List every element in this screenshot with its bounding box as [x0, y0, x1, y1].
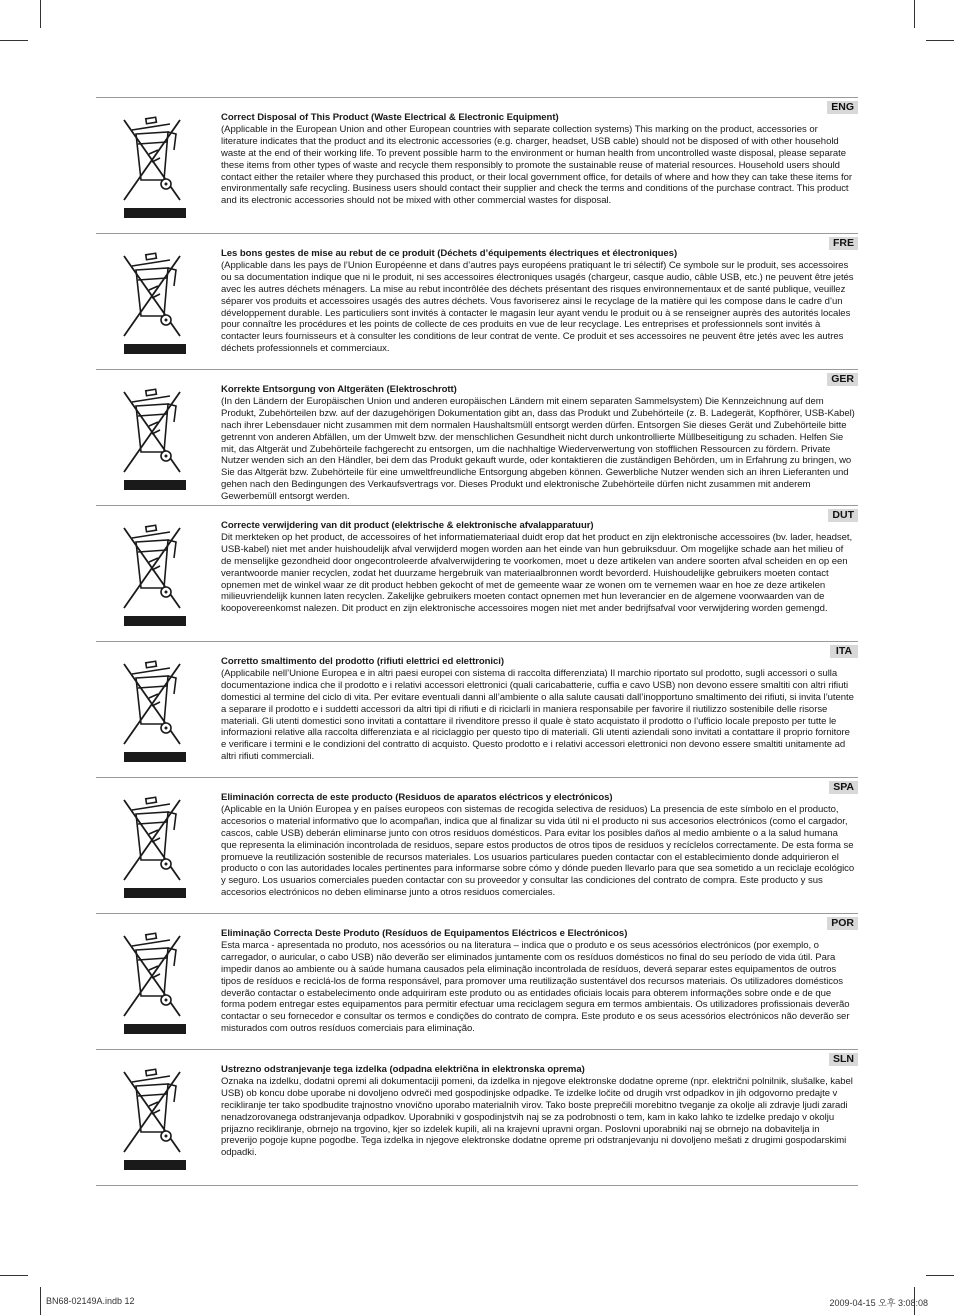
bin-bar — [124, 208, 186, 218]
section-body: Oznaka na izdelku, dodatni opremi ali dokumentaciji pomeni, da izdelka in njegove elektronske dodatne opreme (npr. električni polnilnik, slušalke, kabel USB) ob koncu dobe uporabe ni dovoljeno odvreči med gospodinjske odpadke. Te izdelke ločite od drugih vrst odpadkov in jih odgovorno predajte v recikliranje ter tako spodbudite trajnostno vnovično uporabo materialnih virov. Tako boste preprečili morebitno tveganje za okolje ali zdravje ljudi zaradi nenadzorovanega odstranjevanja odpadkov. Uporabniki v gospodinjstvih naj se za podrobnosti o tem, kam in kako lahko te izdelke predajo v okolju prijazno recikliranje, obrnejo na trgovino, kjer so izdelek kupili, ali na krajevni upravni organ. Poslovni uporabniki naj se obrnejo na dobavitelja in preverijo pogoje kupne pogodbe. Tega izdelka in njegove elektronske dodatne opreme pri odstranjevanju ni dovoljeno mešati z drugimi gospodarskimi odpadki. — [221, 1075, 853, 1159]
section-body: (Applicable dans les pays de l’Union Européenne et dans d’autres pays européens pratiquant le tri sélectif) Ce symbole sur le produit, ses accessoires ou sa documentation indique que ni le produit, ni ses accessoires électroniques usagés (chargeur, casque audio, câble USB, etc.) ne peuvent être jetés avec les autres déchets ménagers. La mise au rebut incontrôlée des déchets présentant des risques environnementaux et de santé publique, veuillez séparer vos produits et accessoires usagés des autres déchets. Vous favoriserez ainsi le recyclage de la matière qui les compose dans le cadre d’un développement durable. Les particuliers sont invités à contacter le magasin leur ayant vendu le produit ou à se renseigner auprès des autorités locales pour connaître les procédures et les points de collecte de ces produits en vue de leur recyclage. Les entreprises et professionnels sont invités à contacter leurs fournisseurs et à consulter les conditions de leur contrat de vente. Ce produit et ses accessoires ne peuvent être jetés avec les autres déchets professionnels et commerciaux. — [221, 259, 854, 355]
language-badge: GER — [827, 373, 858, 386]
language-badge: FRE — [829, 237, 858, 250]
crossed-out-wheelie-bin-icon — [122, 250, 186, 354]
section-title: Ustrezno odstranjevanje tega izdelka (odpadna električna in elektronska oprema) — [221, 1064, 585, 1075]
disposal-section — [96, 641, 858, 777]
language-badge: SPA — [829, 781, 858, 794]
section-body: (Applicabile nell’Unione Europea e in altri paesi europei con sistema di raccolta differenziata) Il marchio riportato sul prodotto, sugli accessori o sulla documentazione indica che il prodotto e i relativi accessori elettronici (quali caricabatterie, cuffia e cavo USB) non devono essere smaltiti con altri rifiuti domestici al termine del ciclo di vita. Per evitare eventuali danni all’ambiente o alla salute causati dall’inopportuno smaltimento dei rifiuti, si invita l’utente a separare il prodotto e i suddetti accessori da altri tipi di rifiuti e di riciclarli in maniera responsabile per favorire il riutilizzo sostenibile delle risorse materiali. Gli utenti domestici sono invitati a contattare il rivenditore presso il quale è stato acquistato il prodotto o l’ufficio locale preposto per tutte le informazioni relative alla raccolta differenziata e al riciclaggio per questo tipo di materiali. Gli utenti aziendali sono invitati a contattare il proprio fornitore e verificare i termini e le condizioni del contratto di acquisto. Questo prodotto e i relativi accessori elettronici non devono essere smaltiti unitamente ad altri rifiuti commerciali. — [221, 667, 854, 763]
disposal-section — [96, 369, 858, 505]
section-text — [221, 1064, 856, 1159]
bin-bar — [124, 1024, 186, 1034]
crossed-out-wheelie-bin-icon — [122, 114, 186, 218]
bin-bar — [124, 752, 186, 762]
section-text — [221, 928, 856, 1035]
crossed-out-wheelie-bin-icon — [122, 386, 186, 490]
section-title: Correct Disposal of This Product (Waste Electrical & Electronic Equipment) — [221, 112, 559, 123]
disposal-section — [96, 505, 858, 641]
section-text — [221, 520, 856, 615]
section-title: Eliminación correcta de este producto (Residuos de aparatos eléctricos y electrónicos) — [221, 792, 613, 803]
section-title: Korrekte Entsorgung von Altgeräten (Elektroschrott) — [221, 384, 457, 395]
language-badge: SLN — [829, 1053, 858, 1066]
crop-mark — [926, 40, 954, 41]
disposal-section — [96, 97, 858, 233]
disposal-section — [96, 1049, 858, 1186]
disposal-section — [96, 777, 858, 913]
section-body: Esta marca - apresentada no produto, nos acessórios ou na literatura – indica que o produto e os seus acessórios electrónicos (por exemplo, o carregador, o auricular, o cabo USB) não deverão ser eliminados juntamente com os resíduos domésticos no final do seu período de vida útil. Para impedir danos ao ambiente ou à saúde humana causados pela eliminação incontrolada de resíduos, deverá separar estes equipamentos de outros tipos de resíduos e reciclá-los de forma responsável, para promover uma reutilização sustentável dos recursos materiais. Os utilizadores domésticos deverão contactar o estabelecimento onde adquiriram este produto ou as entidades oficiais locais para obterem informações sobre onde e de que forma podem entregar estes equipamentos para permitir efectuar uma reciclagem segura em termos ambientais. Os utilizadores profissionais deverão contactar o seu fornecedor e consultar os termos e condições do contrato de compra. Este produto e os seus acessórios electrónicos não deverão ser misturados com outros resíduos comerciais para eliminação. — [221, 939, 850, 1035]
section-text — [221, 656, 856, 763]
section-body: (Aplicable en la Unión Europea y en países europeos con sistemas de recogida selectiva de residuos) La presencia de este símbolo en el producto, accesorios o material informativo que lo acompañan, indica que al finalizar su vida útil ni el producto ni sus accesorios electrónicos (como el cargador, cascos, cable USB) deberán eliminarse junto con otros residuos domésticos. Para evitar los posibles daños al medio ambiente o a la salud humana que representa la eliminación incontrolada de residuos, separe estos productos de otros tipos de residuos y recíclelos correctamente. De esta forma se promueve la reutilización sostenible de recursos materiales. Los usuarios particulares pueden contactar con el establecimiento donde adquirieron el producto o con las autoridades locales pertinentes para informarse sobre cómo y dónde pueden llevarlo para que sea sometido a un reciclaje ecológico y seguro. Los usuarios comerciales pueden contactar con su proveedor y consultar las condiciones del contrato de compra. Este producto y sus accesorios electrónicos no deben eliminarse junto a otros residuos comerciales. — [221, 803, 855, 899]
crossed-out-wheelie-bin-icon — [122, 658, 186, 762]
bin-bar — [124, 1160, 186, 1170]
bin-bar — [124, 344, 186, 354]
crop-mark — [40, 1287, 41, 1315]
crossed-out-wheelie-bin-icon — [122, 522, 186, 626]
crop-mark — [914, 0, 915, 28]
section-body: (In den Ländern der Europäischen Union und anderen europäischen Ländern mit einem separaten Sammelsystem) Die Kennzeichnung auf dem Produkt, Zubehörteilen bzw. auf der dazugehörigen Dokumentation gibt an, dass das Produkt und Zubehörteile (z. B. Ladegerät, Kopfhörer, USB-Kabel) nach ihrer Lebensdauer nicht zusammen mit dem normalen Haushaltsmüll entsorgt werden dürfen. Entsorgen Sie dieses Gerät und Zubehörteile bitte getrennt von anderen Abfällen, um der Umwelt bzw. der menschlichen Gesundheit nicht durch unkontrollierte Müllbeseitigung zu schaden. Helfen Sie mit, das Altgerät und Zubehörteile fachgerecht zu entsorgen, um die nachhaltige Wiederverwertung von stofflichen Ressourcen zu fördern. Private Nutzer wenden sich an den Händler, bei dem das Produkt gekauft wurde, oder kontaktieren die zuständigen Behörden, um in Erfahrung zu bringen, wo Sie das Altgerät bzw. Zubehörteile für eine umweltfreundliche Entsorgung abgeben können. Gewerbliche Nutzer wenden sich an ihren Lieferanten und gehen nach den Bedingungen des Verkaufsvertrags vor. Dieses Produkt und elektronische Zubehörteile dürfen nicht zusammen mit anderem Gewerbemüll entsorgt werden. — [221, 395, 855, 503]
language-badge: POR — [827, 917, 858, 930]
language-badge: ITA — [830, 645, 858, 658]
crop-mark — [0, 1275, 28, 1276]
section-text — [221, 112, 856, 207]
bin-bar — [124, 480, 186, 490]
disposal-section — [96, 233, 858, 369]
crossed-out-wheelie-bin-icon — [122, 1066, 186, 1170]
crop-mark — [926, 1275, 954, 1276]
section-body: (Applicable in the European Union and other European countries with separate collection systems) This marking on the product, accessories or literature indicates that the product and its electronic accessories (e.g. charger, headset, USB cable) should not be disposed of with other household waste at the end of their working life. To prevent possible harm to the environment or human health from uncontrolled waste disposal, please separate these items from other types of waste and recycle them responsibly to promote the sustainable reuse of material resources. Household users should contact either the retailer where they purchased this product, or their local government office, for details of where and how they can take these items for environmentally safe recycling. Business users should contact their supplier and check the terms and conditions of the purchase contract. This product and its electronic accessories should not be mixed with other commercial wastes for disposal. — [221, 123, 852, 207]
section-title: Eliminação Correcta Deste Produto (Resíduos de Equipamentos Eléctricos e Electrónicos) — [221, 928, 628, 939]
disposal-sections — [96, 97, 858, 1186]
section-text — [221, 792, 856, 899]
section-title: Correcte verwijdering van dit product (elektrische & elektronische afvalapparatuur) — [221, 520, 594, 531]
crop-mark — [0, 40, 28, 41]
language-badge: DUT — [828, 509, 858, 522]
crop-mark — [40, 0, 41, 28]
footer-file-info: BN68-02149A.indb 12 — [46, 1296, 135, 1306]
crossed-out-wheelie-bin-icon — [122, 794, 186, 898]
section-title: Les bons gestes de mise au rebut de ce produit (Déchets d’équipements électriques et électroniques) — [221, 248, 678, 259]
section-body: Dit merkteken op het product, de accessoires of het informatiemateriaal duidt erop dat het product en zijn elektronische accessoires (bv. lader, headset, USB-kabel) niet met ander huishoudelijk afval verwijderd mogen worden aan het einde van hun gebruiksduur. Om mogelijke schade aan het milieu of de menselijke gezondheid door ongecontroleerde afvalverwijdering te voorkomen, moet u deze artikelen van andere soorten afval scheiden en op een verantwoorde manier recyclen, zodat het duurzame hergebruik van materiaalbronnen wordt bevorderd. Huishoudelijke gebruikers moeten contact opnemen met de winkel waar ze dit product hebben gekocht of met de gemeente waar ze wonen om te vernemen waar en hoe ze deze artikelen milieuvriendelijk kunnen laten recyclen. Zakelijke gebruikers moeten contact opnemen met hun leverancier en de algemene voorwaarden van de koopovereenkomst nalezen. Dit product en zijn elektronische accessoires mogen niet met ander bedrijfsafval voor verwijdering worden gemengd. — [221, 531, 853, 615]
bin-bar — [124, 888, 186, 898]
language-badge: ENG — [827, 101, 858, 114]
section-text — [221, 248, 856, 355]
footer-timestamp: 2009-04-15 오후 3:08:08 — [829, 1298, 928, 1308]
crossed-out-wheelie-bin-icon — [122, 930, 186, 1034]
bin-bar — [124, 616, 186, 626]
section-title: Corretto smaltimento del prodotto (rifiuti elettrici ed elettronici) — [221, 656, 505, 667]
section-text — [221, 384, 856, 503]
disposal-section — [96, 913, 858, 1049]
